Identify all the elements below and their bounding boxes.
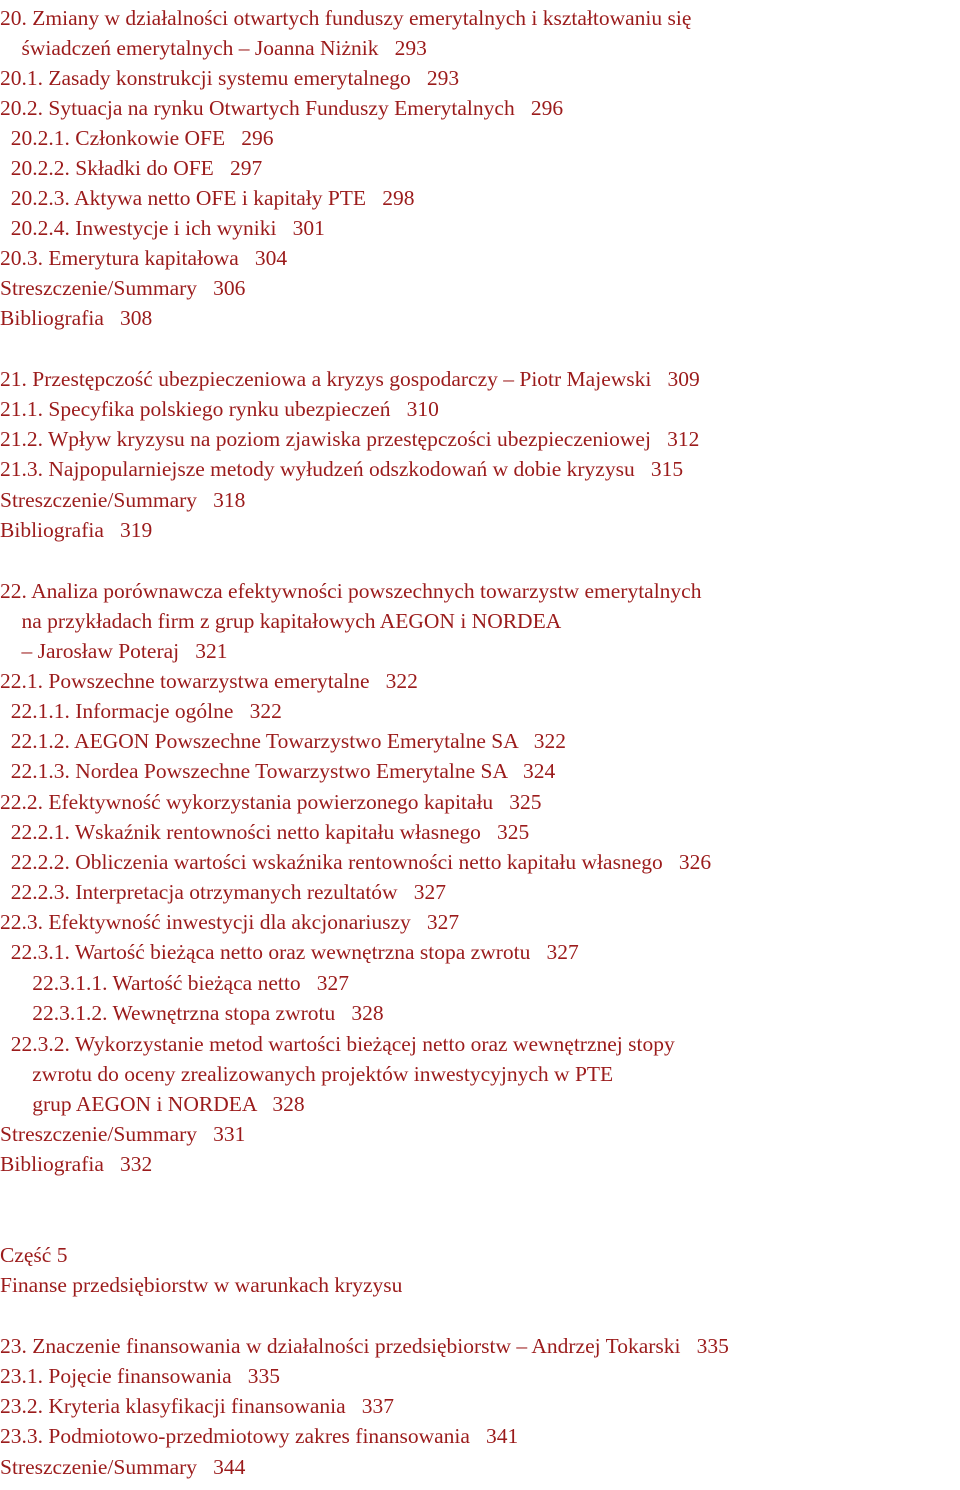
toc-line: 22.3.1.2. Wewnętrzna stopa zwrotu 328 bbox=[0, 1001, 384, 1025]
toc-line: grup AEGON i NORDEA 328 bbox=[0, 1092, 305, 1116]
toc-line: 21.2. Wpływ kryzysu na poziom zjawiska przestępczości ubezpieczeniowej 312 bbox=[0, 427, 700, 451]
toc-line: 22.2.2. Obliczenia wartości wskaźnika rentowności netto kapitału własnego 326 bbox=[0, 850, 712, 874]
toc-line: 22.2.1. Wskaźnik rentowności netto kapitału własnego 325 bbox=[0, 820, 530, 844]
part-title: Finanse przedsiębiorstw w warunkach kryzysu bbox=[0, 1273, 403, 1297]
toc-line: 20. Zmiany w działalności otwartych funduszy emerytalnych i kształtowaniu się bbox=[0, 6, 692, 30]
toc-line: 20.2. Sytuacja na rynku Otwartych Funduszy Emerytalnych 296 bbox=[0, 96, 564, 120]
toc-line: 20.2.3. Aktywa netto OFE i kapitały PTE 298 bbox=[0, 186, 415, 210]
toc-line: 21.3. Najpopularniejsze metody wyłudzeń odszkodowań w dobie kryzysu 315 bbox=[0, 457, 684, 481]
toc-line: 22.3. Efektywność inwestycji dla akcjonariuszy 327 bbox=[0, 910, 460, 934]
toc-line: 22.3.2. Wykorzystanie metod wartości bieżącej netto oraz wewnętrznej stopy bbox=[0, 1032, 675, 1056]
toc-line: 20.2.1. Członkowie OFE 296 bbox=[0, 126, 274, 150]
toc-line: Bibliografia 308 bbox=[0, 306, 153, 330]
part-heading: Część 5 bbox=[0, 1243, 68, 1267]
toc-line: 22.1.3. Nordea Powszechne Towarzystwo Emerytalne SA 324 bbox=[0, 759, 556, 783]
toc-line: Bibliografia 332 bbox=[0, 1152, 153, 1176]
toc-line: 22.1. Powszechne towarzystwa emerytalne 322 bbox=[0, 669, 418, 693]
toc-line: Streszczenie/Summary 318 bbox=[0, 488, 246, 512]
toc-line: 20.2.4. Inwestycje i ich wyniki 301 bbox=[0, 216, 325, 240]
toc-line: 22.2. Efektywność wykorzystania powierzonego kapitału 325 bbox=[0, 790, 542, 814]
toc-line: 20.2.2. Składki do OFE 297 bbox=[0, 156, 263, 180]
toc-line: 22.1.1. Informacje ogólne 322 bbox=[0, 699, 282, 723]
toc-line: 21.1. Specyfika polskiego rynku ubezpieczeń 310 bbox=[0, 397, 439, 421]
toc-line: 23.1. Pojęcie finansowania 335 bbox=[0, 1364, 281, 1388]
toc-line: 22.3.1.1. Wartość bieżąca netto 327 bbox=[0, 971, 349, 995]
toc-line: 21. Przestępczość ubezpieczeniowa a kryzys gospodarczy – Piotr Majewski 309 bbox=[0, 367, 700, 391]
toc-line: 22. Analiza porównawcza efektywności powszechnych towarzystw emerytalnych bbox=[0, 579, 702, 603]
toc-line: 22.2.3. Interpretacja otrzymanych rezultatów 327 bbox=[0, 880, 446, 904]
toc-line: na przykładach firm z grup kapitałowych AEGON i NORDEA bbox=[0, 609, 562, 633]
toc-line: 23.2. Kryteria klasyfikacji finansowania 337 bbox=[0, 1394, 395, 1418]
toc-line: Streszczenie/Summary 331 bbox=[0, 1122, 246, 1146]
toc-line: 23.3. Podmiotowo-przedmiotowy zakres finansowania 341 bbox=[0, 1424, 519, 1448]
toc-line: świadczeń emerytalnych – Joanna Niżnik 293 bbox=[0, 36, 427, 60]
toc-line: – Jarosław Poteraj 321 bbox=[0, 639, 228, 663]
toc-line: Streszczenie/Summary 306 bbox=[0, 276, 246, 300]
toc-line: 20.1. Zasady konstrukcji systemu emerytalnego 293 bbox=[0, 66, 460, 90]
toc-line: zwrotu do oceny zrealizowanych projektów inwestycyjnych w PTE bbox=[0, 1062, 614, 1086]
toc-line: Bibliografia 319 bbox=[0, 518, 153, 542]
toc-line: 20.3. Emerytura kapitałowa 304 bbox=[0, 246, 288, 270]
toc-line: 22.3.1. Wartość bieżąca netto oraz wewnętrzna stopa zwrotu 327 bbox=[0, 940, 579, 964]
toc-line: 22.1.2. AEGON Powszechne Towarzystwo Emerytalne SA 322 bbox=[0, 729, 566, 753]
toc-line: 23. Znaczenie finansowania w działalności przedsiębiorstw – Andrzej Tokarski 335 bbox=[0, 1334, 729, 1358]
toc-line: Streszczenie/Summary 344 bbox=[0, 1455, 246, 1479]
